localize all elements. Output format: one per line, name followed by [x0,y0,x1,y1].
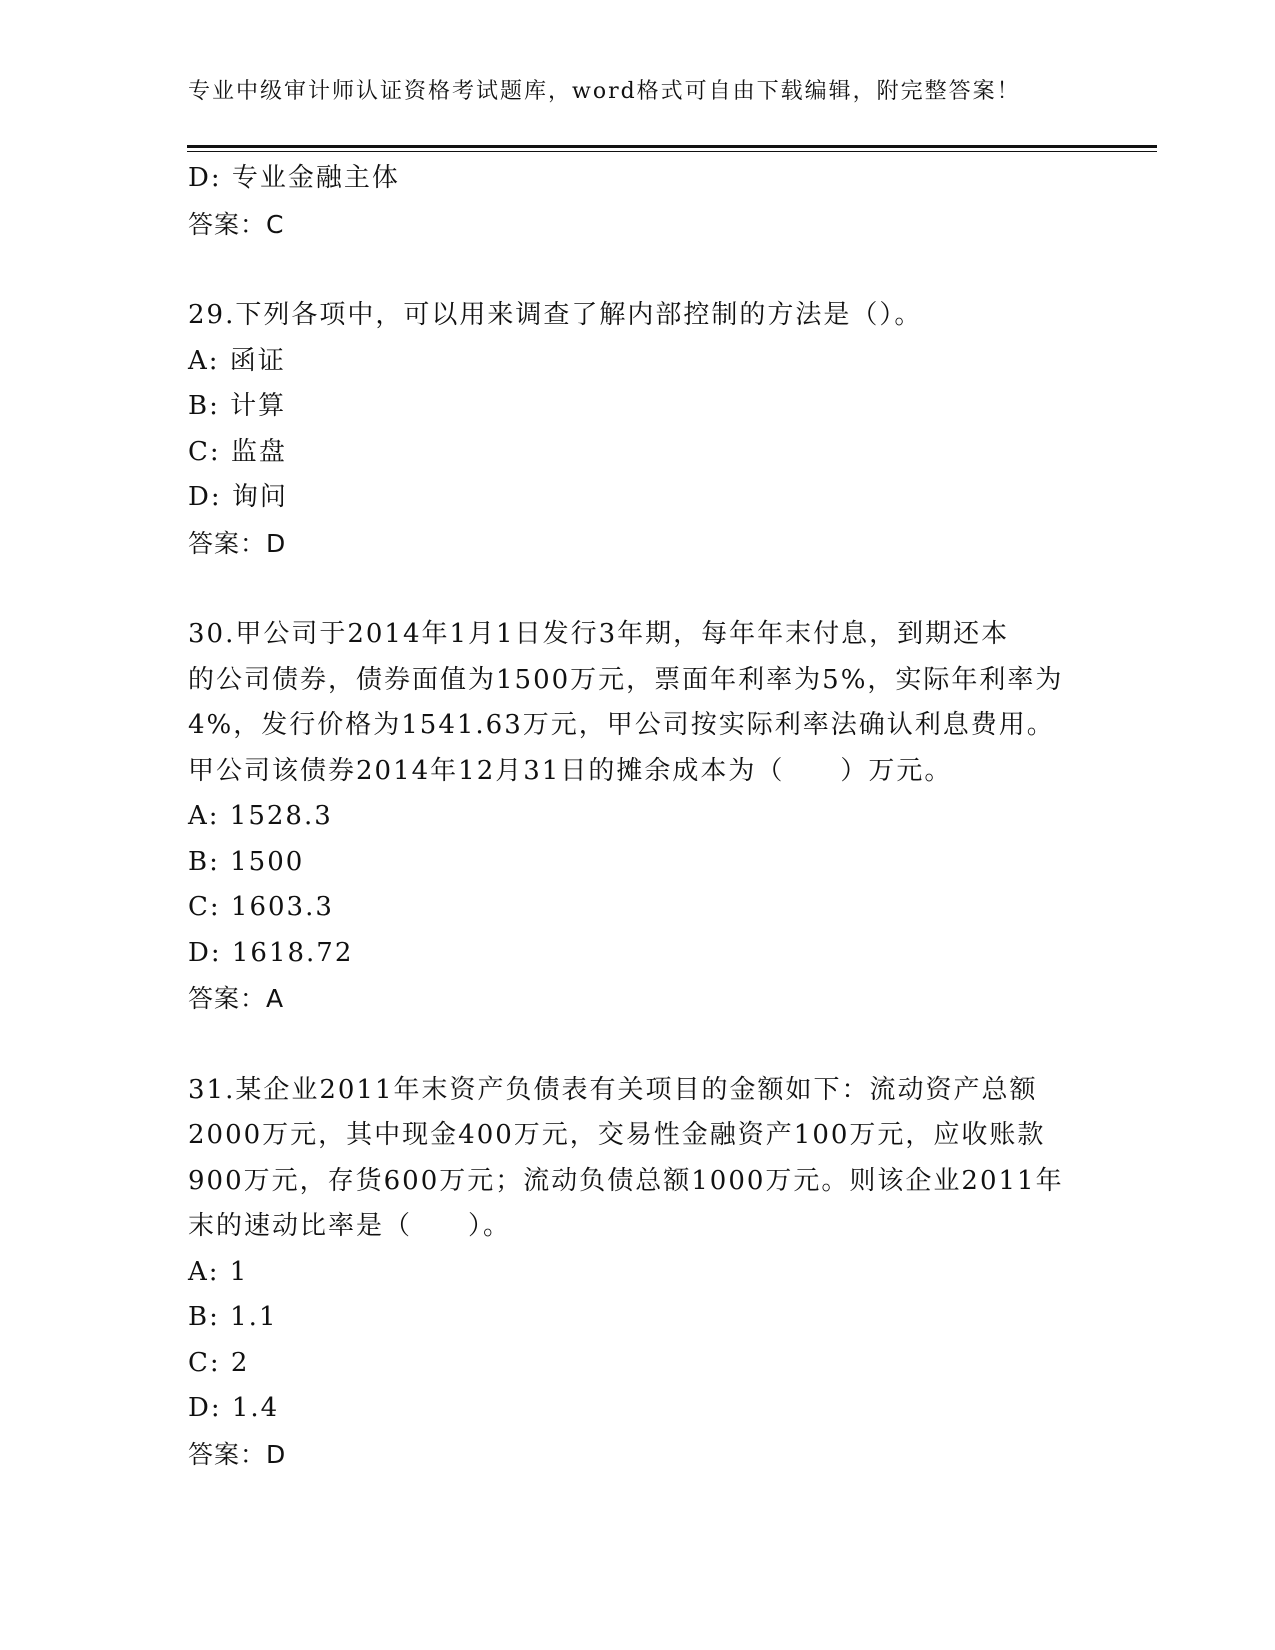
option-a: A: 1528.3 [188,801,333,831]
option-a: A: 1 [188,1256,249,1287]
option-c: C: 监盘 [188,436,287,467]
option-d: D: 1618.72 [188,937,354,968]
page-header: 专业中级审计师认证资格考试题库，word格式可自由下载编辑，附完整答案！ [188,79,1021,104]
question-stem-line: 30.甲公司于2014年1月1日发行3年期，每年年末付息，到期还本 [188,619,1010,649]
option-b: B: 1500 [188,846,305,877]
question-29 [188,293,1088,566]
option-b: B: 1.1 [188,1302,278,1332]
question-stem-line: 的公司债券，债券面值为1500万元，票面年利率为5%，实际年利率为 [188,664,1064,695]
question-stem-line: 甲公司该债券2014年12月31日的摊余成本为（ ）万元。 [188,755,953,786]
prev-answer: 答案：C [188,209,285,239]
option-d: D: 1.4 [188,1393,280,1423]
question-30 [188,612,1088,1022]
spacer [188,566,1088,612]
question-content [188,156,1088,1477]
question-31 [188,1068,1088,1478]
option-c: C: 2 [188,1347,250,1378]
option-d: D: 询问 [188,482,288,512]
question-stem-line: 末的速动比率是（ ）。 [188,1211,512,1241]
answer: 答案：D [188,528,287,558]
spacer [188,1022,1088,1068]
answer: 答案：A [188,984,285,1013]
question-stem-line: 2000万元，其中现金400万元，交易性金融资产100万元，应收账款 [188,1120,1046,1150]
option-c: C: 1603.3 [188,892,334,922]
option-a: A: 函证 [188,345,286,376]
question-stem-line: 900万元，存货600万元；流动负债总额1000万元。则该企业2011年 [188,1165,1064,1196]
question-stem-line: 31.某企业2011年末资产负债表有关项目的金额如下：流动资产总额 [188,1074,1038,1105]
option-b: B: 计算 [188,391,287,421]
header-rule-thin [187,151,1157,152]
answer: 答案：D [188,1439,287,1469]
spacer [188,247,1088,293]
prev-option-d: D: 专业金融主体 [188,163,400,193]
header-rule-thick [187,145,1157,148]
question-stem-line: 29.下列各项中，可以用来调查了解内部控制的方法是（）。 [188,300,923,330]
question-stem-line: 4%，发行价格为1541.63万元，甲公司按实际利率法确认利息费用。 [188,710,1055,740]
